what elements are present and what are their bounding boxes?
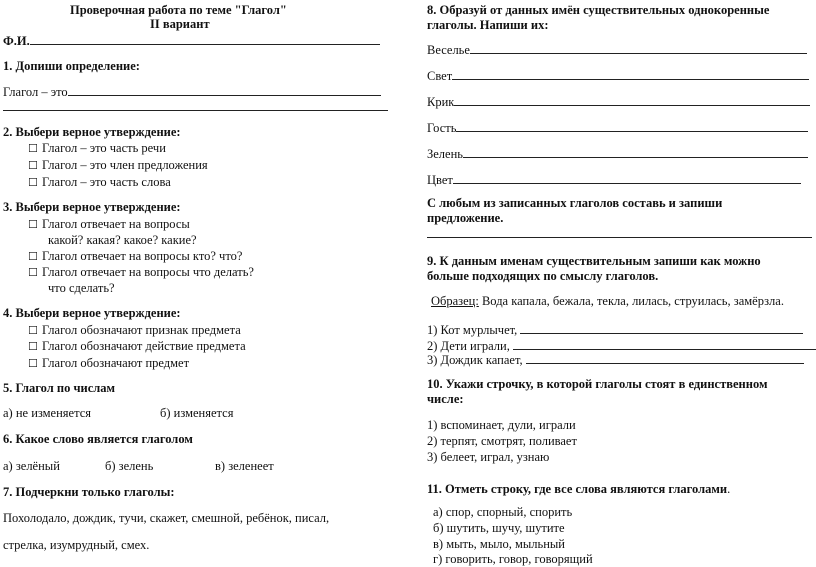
q5-option-b[interactable]: б) изменяется [160,406,234,420]
q1-prefix: Глагол – это [3,85,68,99]
checkbox-icon: ☐ [28,176,38,189]
q1-line-2 [3,99,388,111]
q8-word-field[interactable]: Свет [427,68,809,84]
q5-title: 5. Глагол по числам [3,381,116,395]
q3-title: 3. Выбери верное утверждение: [3,200,181,214]
q9-sample-label: Образец: [431,294,479,308]
q11-title-wrap: 11. Отметь строку, где все слова являются глаголами. [427,482,731,496]
q11-option[interactable]: в) мыть, мыло, мыльный [433,537,565,551]
q9-item-field[interactable]: 3) Дождик капает, [427,352,804,368]
page-title: Проверочная работа по теме "Глагол" [70,3,287,17]
q8-word-field[interactable]: Зелень [427,146,808,162]
q9-title: 9. К данным именам существительным запиши как можно [427,254,761,268]
q4-option[interactable]: ☐ Глагол обозначают предмет [28,356,190,370]
q1-line [68,84,381,96]
q2-option[interactable]: ☐ Глагол – это член предложения [28,158,208,172]
q8-title-cont: глаголы. Напиши их: [427,18,549,32]
q1-title: 1. Допиши определение: [3,59,140,73]
q4-option[interactable]: ☐ Глагол обозначают признак предмета [28,323,241,337]
checkbox-icon: ☐ [28,250,38,263]
q4-option[interactable]: ☐ Глагол обозначают действие предмета [28,339,246,353]
checkbox-icon: ☐ [28,159,38,172]
q9-title-cont: больше подходящих по смыслу глаголов. [427,269,659,283]
q10-option[interactable]: 3) белеет, играл, узнаю [427,450,550,464]
q2-title: 2. Выбери верное утверждение: [3,125,181,139]
q3-option-cont: какой? какая? какое? какие? [48,233,197,247]
q10-option[interactable]: 2) терпят, смотрят, поливает [427,434,577,448]
checkbox-icon: ☐ [28,266,38,279]
q6-option-c[interactable]: в) зеленеет [215,459,274,473]
q6-option-a[interactable]: а) зелёный [3,459,60,473]
q8-extra-task: С любым из записанных глаголов составь и запиши [427,196,723,210]
q3-option[interactable]: ☐ Глагол отвечает на вопросы [28,217,190,231]
q3-option[interactable]: ☐ Глагол отвечает на вопросы кто? что? [28,249,243,263]
q11-option[interactable]: а) спор, спорный, спорить [433,505,573,519]
q11-option[interactable]: б) шутить, шучу, шутите [433,521,565,535]
q8-word-field[interactable]: Цвет [427,172,801,188]
q4-title: 4. Выбери верное утверждение: [3,306,181,320]
q7-words-line2[interactable]: стрелка, изумрудный, смех. [3,538,150,552]
q8-extra-task-cont: предложение. [427,211,504,225]
q10-title-cont: числе: [427,392,464,406]
q2-option[interactable]: ☐ Глагол – это часть слова [28,175,171,189]
checkbox-icon: ☐ [28,142,38,155]
q6-title: 6. Какое слово является глаголом [3,432,193,446]
fio-field[interactable] [3,33,380,49]
fio-label: Ф.И. [3,34,30,48]
q6-option-b[interactable]: б) зелень [105,459,154,473]
q5-option-a[interactable]: а) не изменяется [3,406,92,420]
q8-word-field[interactable]: Крик [427,94,810,110]
q3-option-cont: что сделать? [48,281,115,295]
checkbox-icon: ☐ [28,218,38,231]
q8-sentence-field[interactable] [427,226,812,242]
q10-option[interactable]: 1) вспоминает, дули, играли [427,418,576,432]
q2-option[interactable]: ☐ Глагол – это часть речи [28,141,166,155]
q8-word-field[interactable]: Веселье [427,42,807,58]
q7-title: 7. Подчеркни только глаголы: [3,485,175,499]
q9-item-field[interactable]: 2) Дети играли, [427,338,816,354]
q7-words-line1[interactable]: Похолодало, дождик, тучи, скажет, смешной, ребёнок, писал, [3,511,330,525]
q11-option[interactable]: г) говорить, говор, говорящий [433,552,593,566]
q9-sample [431,294,784,309]
checkbox-icon: ☐ [28,340,38,353]
q11-title: 11. Отметь строку, где все слова являются глаголами [427,482,728,496]
fio-line [30,33,380,45]
variant-label: II вариант [150,17,210,31]
q8-word-field[interactable]: Гость [427,120,808,136]
q10-title: 10. Укажи строчку, в которой глаголы стоят в единственном [427,377,768,391]
checkbox-icon: ☐ [28,357,38,370]
q9-item-field[interactable]: 1) Кот мурлычет, [427,322,803,338]
q3-option[interactable]: ☐ Глагол отвечает на вопросы что делать? [28,265,254,279]
q1-answer-field-2[interactable] [3,99,388,115]
checkbox-icon: ☐ [28,324,38,337]
q1-answer-field[interactable] [3,84,381,100]
q8-title: 8. Образуй от данных имён существительных однокоренные [427,3,770,17]
q9-sample-text: Вода капала, бежала, текла, лилась, струилась, замёрзла. [478,294,784,308]
